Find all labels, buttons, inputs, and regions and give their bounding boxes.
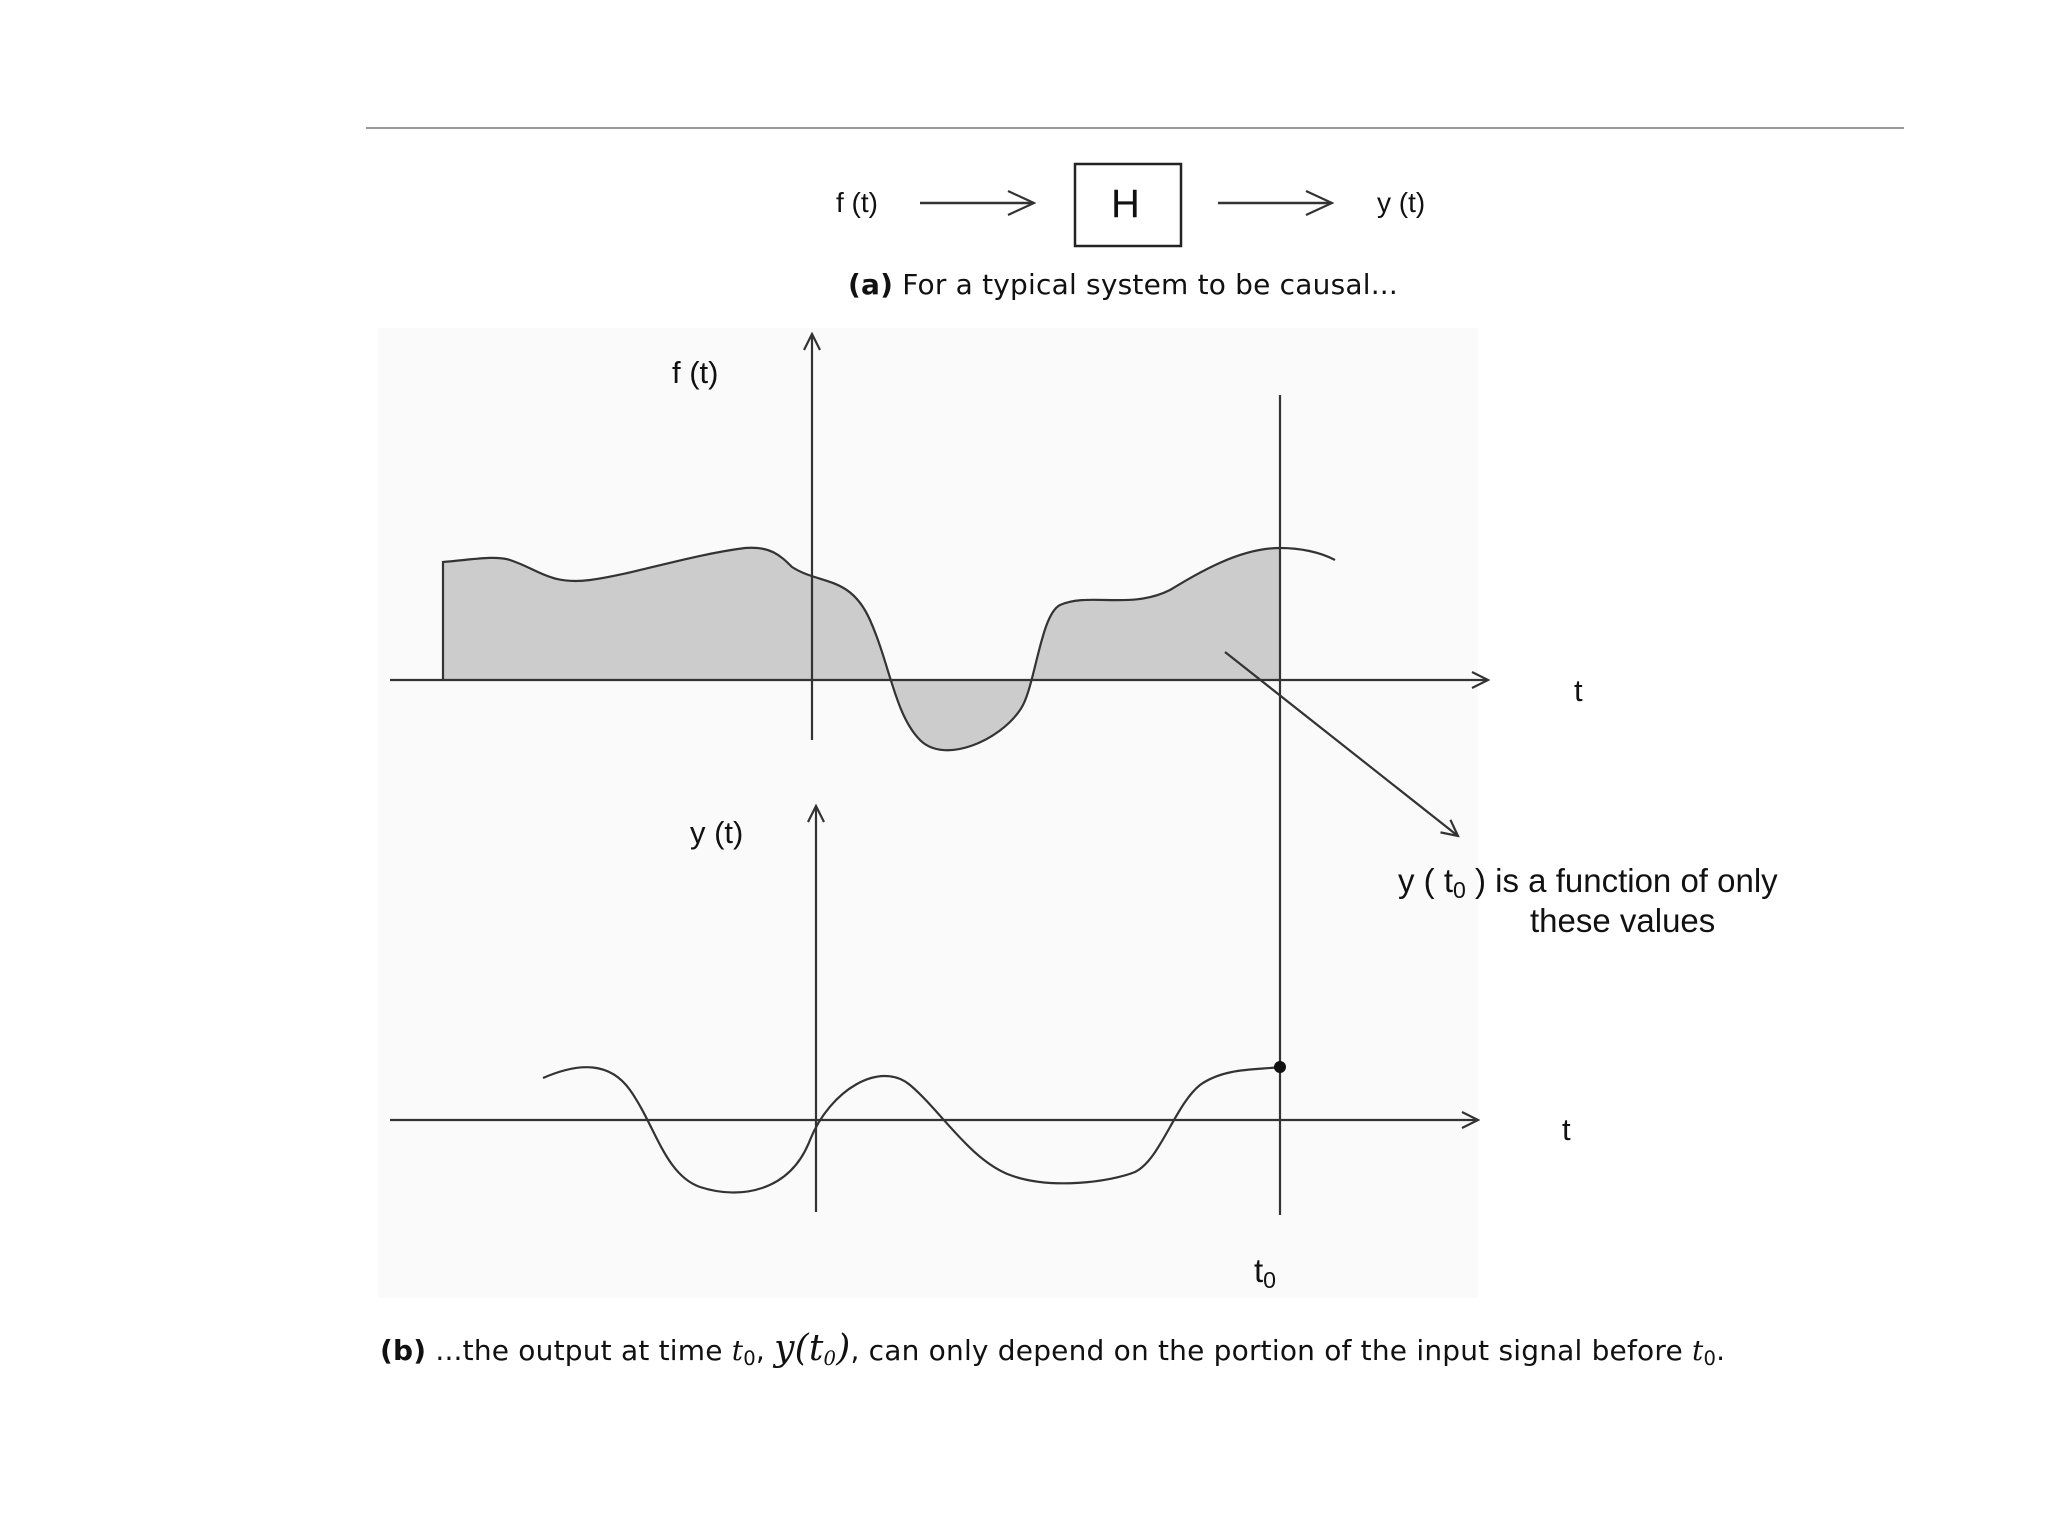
annotation-suffix: ) is a function of only: [1475, 862, 1778, 899]
caption-b-prefix: (b): [380, 1334, 427, 1367]
annotation-line2: these values: [1530, 902, 1716, 939]
caption-b-t0-a: t: [731, 1334, 744, 1367]
caption-b-t0-a-sub: 0: [743, 1346, 756, 1370]
caption-b-end: .: [1716, 1334, 1726, 1367]
bottom-y-axis-label: y (t): [690, 815, 744, 850]
t0-label: [1254, 1252, 1276, 1294]
annotation-sub: 0: [1453, 876, 1466, 903]
block-system-label: H: [1111, 182, 1140, 226]
bottom-x-axis-label: t: [1562, 1112, 1571, 1147]
top-x-axis-label: t: [1574, 673, 1583, 708]
caption-b-t0-b-sub: 0: [1703, 1346, 1717, 1370]
output-at-t0-point: [1274, 1061, 1286, 1073]
t0-sub: 0: [1263, 1266, 1277, 1293]
caption-b-t0-b: t: [1692, 1334, 1704, 1367]
caption-b-part2: , can only depend on the portion of the input signal before: [850, 1334, 1692, 1367]
caption-a: [848, 268, 1398, 301]
annotation-line1: [1398, 862, 1778, 904]
block-input-label: f (t): [836, 187, 878, 218]
caption-b-y-close: ): [836, 1328, 851, 1369]
block-output-label: y (t): [1377, 187, 1426, 218]
t0-base: t: [1254, 1252, 1264, 1289]
caption-b-y-of: y(t: [774, 1328, 824, 1369]
plot-panel: [378, 328, 1478, 1298]
top-y-axis-label: f (t): [672, 355, 719, 390]
caption-b-part1: ...the output at time: [435, 1334, 732, 1367]
caption-b: [380, 1328, 1725, 1370]
annotation-prefix: y ( t: [1398, 862, 1453, 899]
caption-a-text: For a typical system to be causal...: [902, 268, 1399, 301]
caption-b-y-sub: 0: [823, 1346, 837, 1370]
caption-b-sep1: ,: [755, 1334, 775, 1367]
caption-a-prefix: (a): [848, 268, 894, 301]
